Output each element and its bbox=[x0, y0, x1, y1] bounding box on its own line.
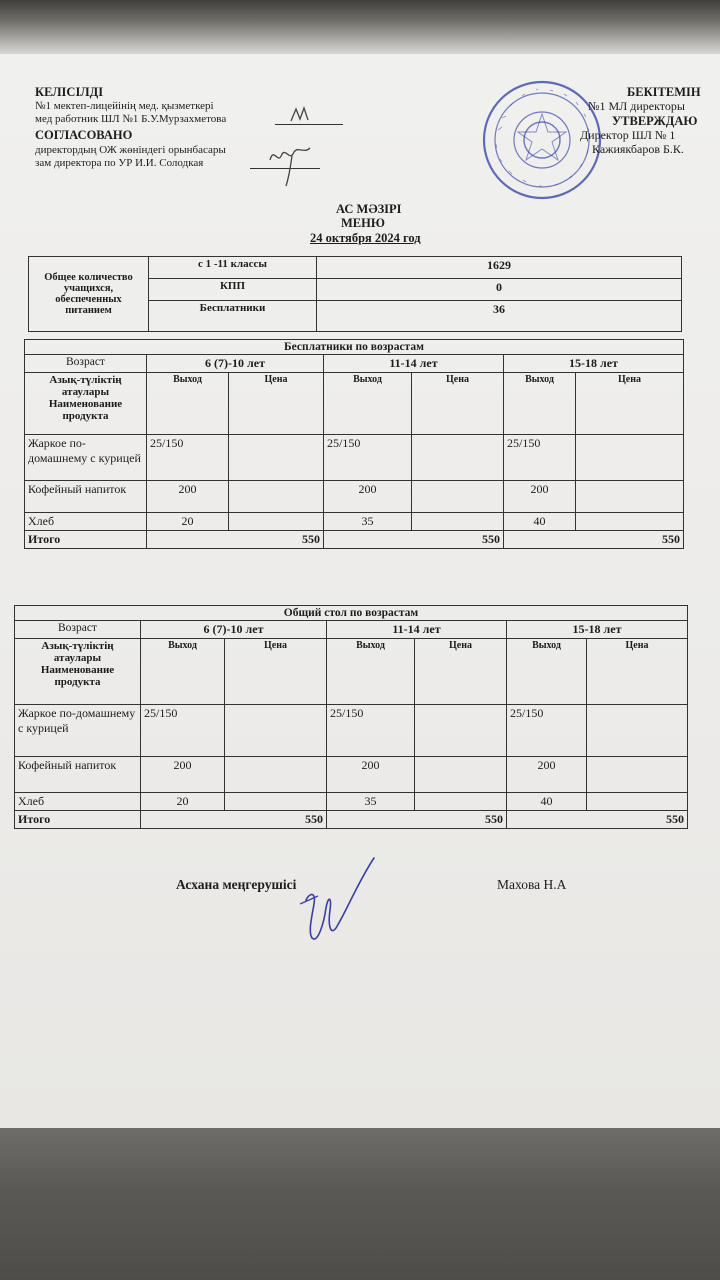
total-value: 550 bbox=[504, 531, 684, 549]
out-header: Выход bbox=[507, 639, 587, 705]
director-kz: №1 МЛ директоры bbox=[588, 99, 685, 113]
out-value: 20 bbox=[147, 513, 229, 531]
kelisildi-label: КЕЛІСІЛДІ bbox=[35, 85, 104, 99]
summary-row-name: КПП bbox=[149, 279, 317, 301]
deputy-ru: зам директора по УР И.И. Солодкая bbox=[35, 157, 204, 169]
price-value bbox=[415, 757, 507, 793]
canteen-head-role: Асхана меңгерушісі bbox=[176, 877, 297, 892]
signature-canteen-head bbox=[296, 852, 386, 948]
out-value: 25/150 bbox=[507, 705, 587, 757]
out-header: Выход bbox=[327, 639, 415, 705]
out-value: 25/150 bbox=[324, 435, 412, 481]
price-value bbox=[587, 757, 688, 793]
out-value: 200 bbox=[327, 757, 415, 793]
total-value: 550 bbox=[147, 531, 324, 549]
price-value bbox=[576, 513, 684, 531]
bekitemin-label: БЕКІТЕМІН bbox=[627, 85, 701, 99]
title-kz: АС МӘЗІРІ bbox=[336, 202, 402, 216]
out-value: 200 bbox=[504, 481, 576, 513]
soglasovano-label: СОГЛАСОВАНО bbox=[35, 128, 133, 142]
price-value bbox=[587, 705, 688, 757]
out-value: 200 bbox=[141, 757, 225, 793]
out-value: 40 bbox=[507, 793, 587, 811]
price-header: Цена bbox=[587, 639, 688, 705]
price-value bbox=[576, 481, 684, 513]
price-value bbox=[225, 757, 327, 793]
product-name: Кофейный напиток bbox=[15, 757, 141, 793]
price-value bbox=[415, 705, 507, 757]
med-worker-ru: мед работник ШЛ №1 Б.У.Мурзахметова bbox=[35, 113, 227, 125]
price-value bbox=[225, 793, 327, 811]
price-value bbox=[415, 793, 507, 811]
out-header: Выход bbox=[504, 373, 576, 435]
product-name: Хлеб bbox=[15, 793, 141, 811]
total-value: 550 bbox=[324, 531, 504, 549]
age-label: Возраст bbox=[15, 621, 141, 639]
free-meals-table bbox=[24, 339, 684, 549]
price-value bbox=[576, 435, 684, 481]
out-value: 25/150 bbox=[504, 435, 576, 481]
med-worker-kz: №1 мектеп-лицейінің мед. қызметкері bbox=[35, 100, 214, 112]
summary-row-name: Бесплатники bbox=[149, 301, 317, 332]
total-value: 550 bbox=[141, 811, 327, 829]
price-value bbox=[412, 513, 504, 531]
age-group: 15-18 лет bbox=[504, 355, 684, 373]
total-label: Итого bbox=[25, 531, 147, 549]
out-value: 200 bbox=[324, 481, 412, 513]
out-value: 25/150 bbox=[147, 435, 229, 481]
deputy-kz: директордың ОЖ жөніндегі орынбасары bbox=[35, 144, 226, 156]
age-label: Возраст bbox=[25, 355, 147, 373]
signature-deputy bbox=[264, 140, 324, 190]
price-value bbox=[412, 435, 504, 481]
general-table bbox=[14, 605, 688, 829]
out-value: 200 bbox=[147, 481, 229, 513]
total-value: 550 bbox=[327, 811, 507, 829]
price-value bbox=[412, 481, 504, 513]
summary-row-value: 0 bbox=[317, 279, 682, 301]
price-value bbox=[225, 705, 327, 757]
product-name: Жаркое по-домашнему с курицей bbox=[15, 705, 141, 757]
table-surface bbox=[0, 1128, 720, 1280]
utverzhdayu-label: УТВЕРЖДАЮ bbox=[612, 114, 698, 128]
table-caption: Общий стол по возрастам bbox=[15, 606, 688, 621]
summary-label: Общее количество учащихся, обеспеченных питанием bbox=[29, 257, 149, 332]
summary-row-name: с 1 -11 классы bbox=[149, 257, 317, 279]
director-ru: Директор ШЛ № 1 bbox=[580, 128, 676, 142]
title-ru: МЕНЮ bbox=[341, 216, 385, 230]
price-value bbox=[229, 481, 324, 513]
price-header: Цена bbox=[225, 639, 327, 705]
price-header: Цена bbox=[412, 373, 504, 435]
age-group: 11-14 лет bbox=[324, 355, 504, 373]
director-name: Кажиякбаров Б.К. bbox=[592, 142, 684, 156]
out-value: 35 bbox=[324, 513, 412, 531]
canteen-head-name: Махова Н.А bbox=[497, 877, 567, 892]
product-name: Кофейный напиток bbox=[25, 481, 147, 513]
summary-row-value: 36 bbox=[317, 301, 682, 332]
age-group: 15-18 лет bbox=[507, 621, 688, 639]
out-value: 25/150 bbox=[327, 705, 415, 757]
summary-row-value: 1629 bbox=[317, 257, 682, 279]
out-header: Выход bbox=[324, 373, 412, 435]
age-group: 11-14 лет bbox=[327, 621, 507, 639]
product-name: Жаркое по-домашнему с курицей bbox=[25, 435, 147, 481]
total-value: 550 bbox=[507, 811, 688, 829]
price-header: Цена bbox=[415, 639, 507, 705]
age-group: 6 (7)-10 лет bbox=[141, 621, 327, 639]
price-header: Цена bbox=[576, 373, 684, 435]
product-name: Хлеб bbox=[25, 513, 147, 531]
table-caption: Бесплатники по возрастам bbox=[25, 340, 684, 355]
menu-date: 24 октября 2024 год bbox=[310, 231, 421, 245]
total-label: Итого bbox=[15, 811, 141, 829]
out-value: 200 bbox=[507, 757, 587, 793]
signature-medworker bbox=[288, 103, 328, 125]
price-header: Цена bbox=[229, 373, 324, 435]
product-header: Азық-түліктің атаулары Наименование продукта bbox=[15, 639, 141, 705]
out-value: 40 bbox=[504, 513, 576, 531]
out-header: Выход bbox=[141, 639, 225, 705]
out-header: Выход bbox=[147, 373, 229, 435]
price-value bbox=[587, 793, 688, 811]
out-value: 35 bbox=[327, 793, 415, 811]
out-value: 25/150 bbox=[141, 705, 225, 757]
price-value bbox=[229, 435, 324, 481]
summary-table bbox=[28, 256, 682, 332]
product-header: Азық-түліктің атаулары Наименование продукта bbox=[25, 373, 147, 435]
out-value: 20 bbox=[141, 793, 225, 811]
age-group: 6 (7)-10 лет bbox=[147, 355, 324, 373]
price-value bbox=[229, 513, 324, 531]
